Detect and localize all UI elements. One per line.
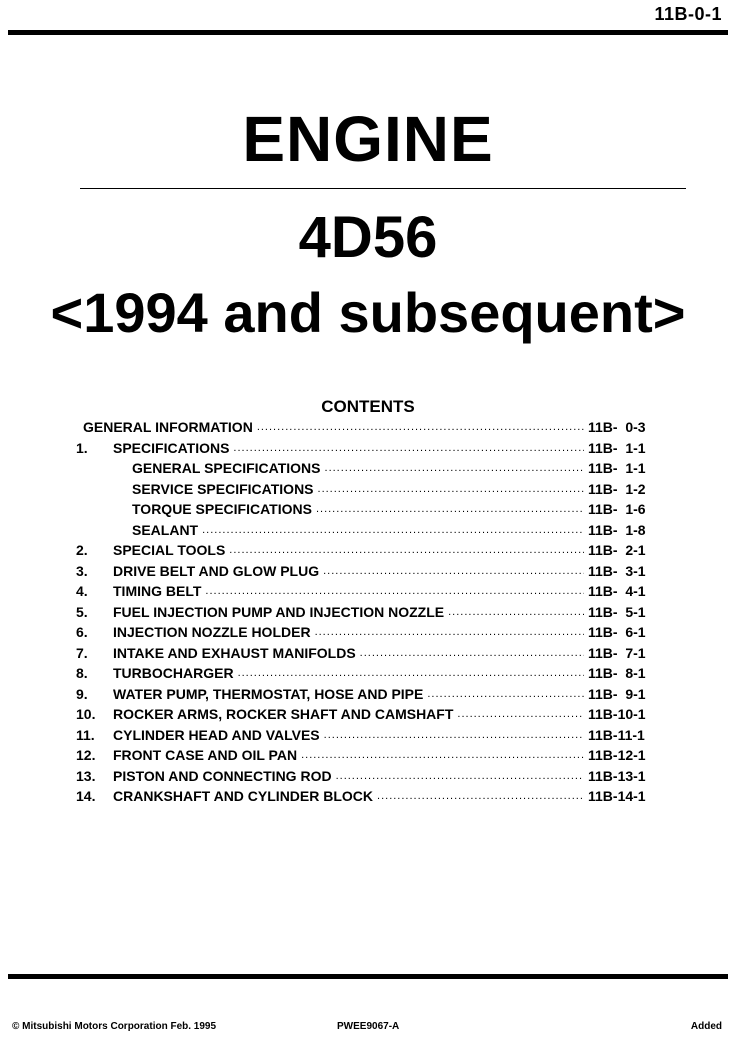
toc-entry-page-ref: 11B-13-1 bbox=[588, 767, 646, 784]
toc-entry-number: 12. bbox=[76, 747, 96, 764]
toc-entry-page-ref: 11B- 0-3 bbox=[588, 419, 646, 436]
toc-entry-page-ref: 11B- 1-1 bbox=[588, 439, 646, 456]
toc-entry-page-ref: 11B- 1-8 bbox=[588, 521, 646, 538]
engine-model: 4D56 bbox=[298, 205, 438, 270]
toc-entry-page-ref: 11B-11-1 bbox=[588, 726, 645, 743]
toc-dot-leader bbox=[233, 438, 584, 458]
toc-entry[interactable] bbox=[76, 561, 652, 582]
toc-entry[interactable] bbox=[76, 684, 652, 705]
toc-entry-title: SPECIAL TOOLS bbox=[113, 542, 226, 559]
toc-entry[interactable] bbox=[76, 540, 652, 561]
toc-entry-number: 2. bbox=[76, 542, 88, 559]
toc-entry-number: 11. bbox=[76, 726, 95, 743]
toc-entry-page-ref: 11B-14-1 bbox=[588, 788, 646, 805]
toc-entry-page-ref: 11B- 6-1 bbox=[588, 624, 646, 641]
page-number: 11B-0-1 bbox=[654, 4, 722, 24]
toc-dot-leader bbox=[238, 663, 584, 683]
toc-dot-leader bbox=[377, 786, 584, 806]
toc-entry[interactable] bbox=[76, 581, 652, 602]
toc-entry-title: FUEL INJECTION PUMP AND INJECTION NOZZLE bbox=[113, 603, 445, 620]
toc-entry-page-ref: 11B- 5-1 bbox=[588, 603, 646, 620]
toc-entry-page-ref: 11B- 1-6 bbox=[588, 501, 646, 518]
toc-entry-number: 7. bbox=[76, 644, 88, 661]
footer-rule bbox=[8, 974, 728, 979]
revision-status: Added bbox=[690, 1021, 722, 1032]
toc-entry-number: 4. bbox=[76, 583, 88, 600]
toc-dot-leader bbox=[301, 745, 584, 765]
toc-entry[interactable] bbox=[76, 725, 652, 746]
toc-dot-leader bbox=[427, 684, 584, 704]
toc-entry-title: DRIVE BELT AND GLOW PLUG bbox=[113, 562, 320, 579]
toc-dot-leader bbox=[336, 766, 584, 786]
toc-entry-title: ROCKER ARMS, ROCKER SHAFT AND CAMSHAFT bbox=[113, 706, 454, 723]
toc-dot-leader bbox=[315, 622, 584, 642]
toc-entry[interactable] bbox=[76, 704, 652, 725]
toc-dot-leader bbox=[325, 458, 584, 478]
contents-heading: CONTENTS bbox=[321, 397, 415, 416]
toc-entry-title: INJECTION NOZZLE HOLDER bbox=[113, 624, 311, 641]
toc-entry-number: 10. bbox=[76, 706, 96, 723]
table-of-contents bbox=[76, 417, 652, 807]
toc-entry[interactable] bbox=[76, 458, 652, 479]
toc-entry-title: SERVICE SPECIFICATIONS bbox=[132, 480, 314, 497]
title-divider bbox=[80, 188, 686, 189]
toc-entry-title: WATER PUMP, THERMOSTAT, HOSE AND PIPE bbox=[113, 685, 424, 702]
toc-entry-page-ref: 11B- 3-1 bbox=[588, 562, 646, 579]
toc-entry-title: FRONT CASE AND OIL PAN bbox=[113, 747, 298, 764]
toc-entry[interactable] bbox=[76, 622, 652, 643]
toc-dot-leader bbox=[205, 581, 584, 601]
toc-entry[interactable] bbox=[76, 479, 652, 500]
toc-entry-title: PISTON AND CONNECTING ROD bbox=[113, 767, 332, 784]
toc-entry-page-ref: 11B- 1-1 bbox=[588, 460, 646, 477]
toc-dot-leader bbox=[324, 725, 584, 745]
toc-entry-title: CRANKSHAFT AND CYLINDER BLOCK bbox=[113, 788, 374, 805]
toc-entry-number: 13. bbox=[76, 767, 96, 784]
toc-dot-leader bbox=[360, 643, 584, 663]
toc-entry-page-ref: 11B- 2-1 bbox=[588, 542, 646, 559]
copyright-notice: © Mitsubishi Motors Corporation Feb. 1995 bbox=[12, 1021, 217, 1032]
toc-entry[interactable] bbox=[76, 417, 652, 438]
toc-entry-number: 9. bbox=[76, 685, 88, 702]
toc-dot-leader bbox=[316, 499, 584, 519]
header-rule bbox=[8, 30, 728, 35]
toc-dot-leader bbox=[323, 561, 584, 581]
toc-entry-title: TORQUE SPECIFICATIONS bbox=[132, 501, 312, 518]
toc-entry-title: CYLINDER HEAD AND VALVES bbox=[113, 726, 320, 743]
publication-code: PWEE9067-A bbox=[337, 1021, 400, 1032]
toc-entry-title: INTAKE AND EXHAUST MANIFOLDS bbox=[113, 644, 356, 661]
toc-dot-leader bbox=[229, 540, 584, 560]
toc-entry-page-ref: 11B- 1-2 bbox=[588, 480, 646, 497]
toc-entry-title: GENERAL INFORMATION bbox=[83, 419, 253, 436]
toc-entry-number: 1. bbox=[76, 439, 88, 456]
toc-entry-title: TURBOCHARGER bbox=[113, 665, 234, 682]
toc-dot-leader bbox=[448, 602, 584, 622]
toc-entry[interactable] bbox=[76, 745, 652, 766]
toc-entry-page-ref: 11B-10-1 bbox=[588, 706, 646, 723]
toc-entry-number: 14. bbox=[76, 788, 96, 805]
toc-entry-number: 3. bbox=[76, 562, 88, 579]
toc-entry[interactable] bbox=[76, 520, 652, 541]
toc-entry-page-ref: 11B-12-1 bbox=[588, 747, 646, 764]
toc-entry[interactable] bbox=[76, 643, 652, 664]
toc-entry[interactable] bbox=[76, 663, 652, 684]
toc-entry[interactable] bbox=[76, 786, 652, 807]
toc-entry[interactable] bbox=[76, 438, 652, 459]
toc-entry-title: SEALANT bbox=[132, 521, 199, 538]
toc-dot-leader bbox=[457, 704, 584, 724]
toc-dot-leader bbox=[318, 479, 584, 499]
toc-entry-page-ref: 11B- 7-1 bbox=[588, 644, 646, 661]
toc-entry[interactable] bbox=[76, 499, 652, 520]
toc-entry[interactable] bbox=[76, 602, 652, 623]
toc-dot-leader bbox=[202, 520, 584, 540]
toc-entry-number: 5. bbox=[76, 603, 88, 620]
toc-dot-leader bbox=[257, 417, 584, 437]
toc-entry-page-ref: 11B- 4-1 bbox=[588, 583, 646, 600]
toc-entry[interactable] bbox=[76, 766, 652, 787]
model-year-range: <1994 and subsequent> bbox=[50, 281, 686, 344]
document-title: ENGINE bbox=[242, 103, 494, 175]
toc-entry-page-ref: 11B- 9-1 bbox=[588, 685, 646, 702]
toc-entry-number: 8. bbox=[76, 665, 88, 682]
toc-entry-title: TIMING BELT bbox=[113, 583, 202, 600]
toc-entry-title: GENERAL SPECIFICATIONS bbox=[132, 460, 321, 477]
toc-entry-page-ref: 11B- 8-1 bbox=[588, 665, 646, 682]
toc-entry-title: SPECIFICATIONS bbox=[113, 439, 230, 456]
toc-entry-number: 6. bbox=[76, 624, 88, 641]
